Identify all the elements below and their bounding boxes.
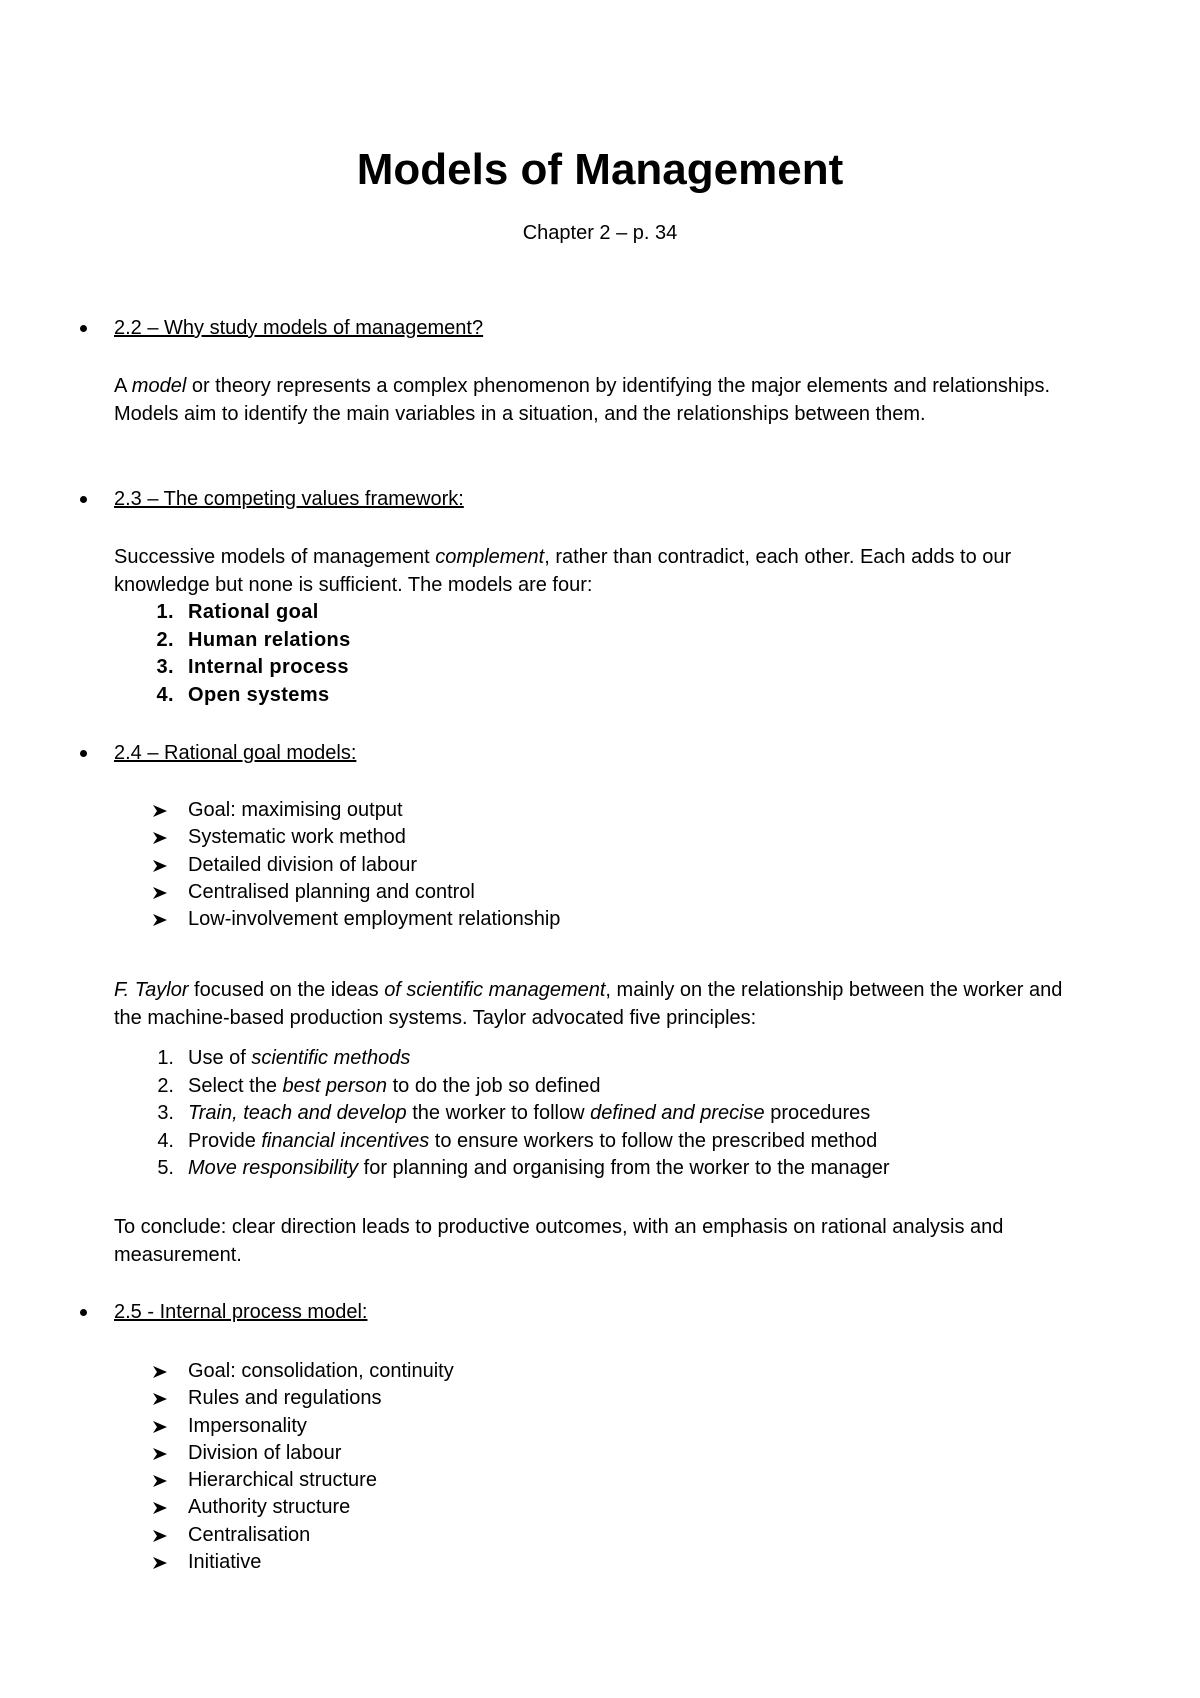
arrow-bullet-icon (152, 1365, 168, 1379)
arrow-bullet-icon (152, 804, 168, 818)
arrow-bullet-icon (152, 1556, 168, 1570)
page-title: Models of Management (356, 145, 844, 194)
document-page: Models of Management Chapter 2 – p. 34 2.2 – Why study models of management? A model or theory represents a complex phenomenon by identifying the major elements and relationships. Models aim to identify the main variables in a situation, and the relationships between them. 2.3 – The competing values framework: Successive models of management complement, rather than contradict, each other. Each adds to our knowledge but none is sufficient. The models are four: 1. Rational goal 2. Human relations 3. Internal process 4. Open systems 2.4 – Rational goal models: Goal: maximising output Systematic work method Detailed division of labour Centralised planning and control Low-involvement employment relationship F. Taylor focused on the ideas of scientific management, mainly on the relationship between the worker and the machine-based production systems. Taylor advocated five principles: 1. Use of scientific methods 2. Select the best person to do the job so defined 3. Train, teach and develop the worker to follow defined and precise procedures 4. Provide financial incentives to ensure workers to follow the prescribed method 5. Move responsibility for planning and organising from the worker to the manager To conclude: clear direction leads to productive outcomes, with an emphasis on rational analysis and measurement. 2.5 - Internal process model: Goal: consolidation, continuity Rules and regulations Impersonality Division of labour Hierarchical structure Authority structure Centralisation Initiative (0, 0, 1200, 1698)
arrow-bullet-icon (152, 831, 168, 845)
paragraph-taylor: F. Taylor focused on the ideas of scientific management, mainly on the relationship between the worker and the machine-based production systems. Taylor advocated five principles: (114, 979, 1063, 1029)
arrow-bullet-icon (152, 1392, 168, 1406)
arrow-bullet-icon (152, 1447, 168, 1461)
bullet-dot-icon (80, 1309, 87, 1316)
arrow-bullet-icon (152, 1420, 168, 1434)
arrow-bullet-icon (152, 1501, 168, 1515)
paragraph-conclusion: To conclude: clear direction leads to productive outcomes, with an emphasis on rational analysis and measurement. (114, 1216, 1004, 1266)
chapter-subtitle: Chapter 2 – p. 34 (522, 222, 678, 244)
paragraph-competing-values: Successive models of management complement, rather than contradict, each other. Each adds to our knowledge but none is sufficient. The models are four: (114, 546, 1012, 596)
arrow-bullet-icon (152, 859, 168, 873)
arrow-bullet-icon (152, 886, 168, 900)
bullet-dot-icon (80, 496, 87, 503)
arrow-bullet-icon (152, 1474, 168, 1488)
bullet-dot-icon (80, 750, 87, 757)
arrow-bullet-icon (152, 913, 168, 927)
arrow-bullet-icon (152, 1529, 168, 1543)
bullet-dot-icon (80, 325, 87, 332)
paragraph-model-definition: A model or theory represents a complex phenomenon by identifying the major elements and relationships. Models aim to identify the main variables in a situation, and the relationships between them. (114, 375, 1051, 425)
